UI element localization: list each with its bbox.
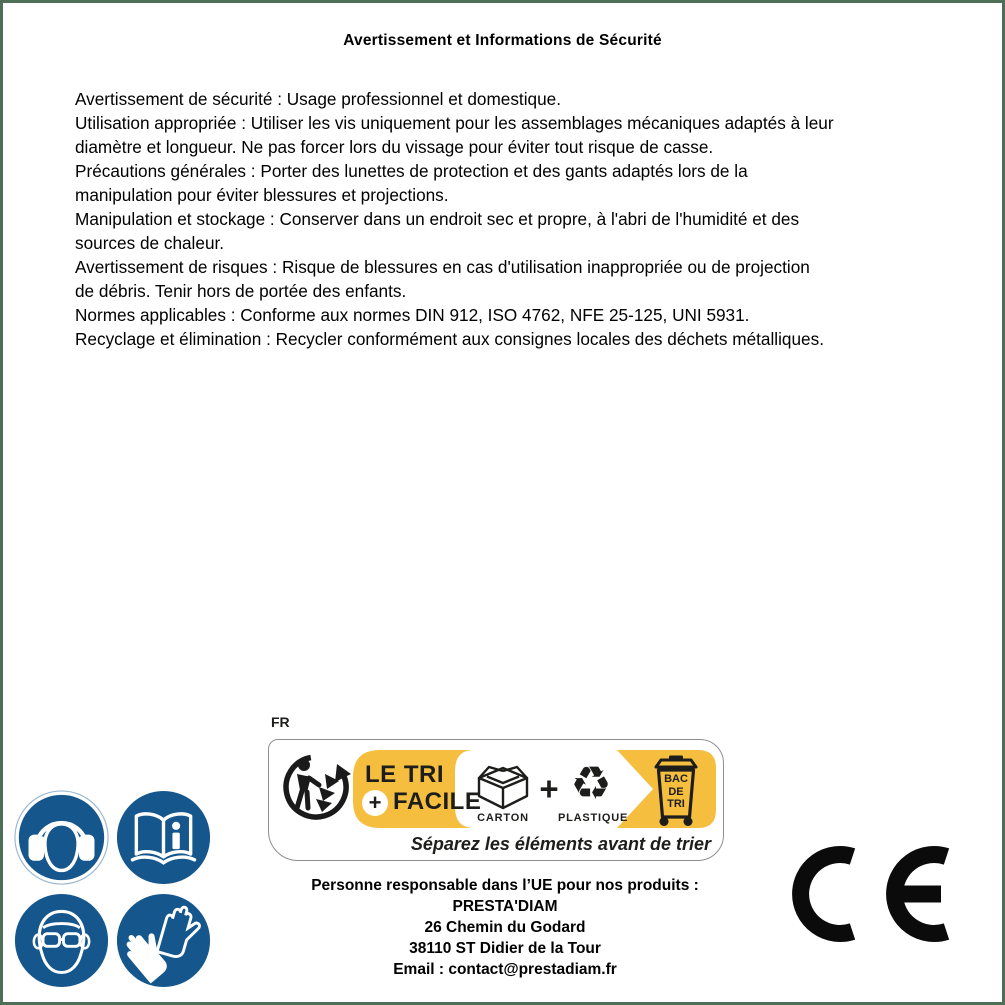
body-line: Manipulation et stockage : Conserver dans un endroit sec et propre, à l'abri de l'humidité et des (75, 209, 800, 229)
body-line: diamètre et longueur. Ne pas forcer lors du vissage pour éviter tout risque de casse. (75, 137, 714, 157)
page-title: Avertissement et Informations de Sécurité (343, 32, 662, 49)
bin-text-line: TRI (667, 798, 685, 810)
body-line: Normes applicables : Conforme aux normes DIN 912, ISO 4762, NFE 25-125, UNI 5931. (75, 305, 750, 325)
facile-text: FACILE (393, 788, 482, 815)
plus-separator: + (539, 770, 559, 807)
safety-text-block (75, 87, 834, 351)
body-line: manipulation pour éviter blessures et projections. (75, 185, 449, 205)
responsible-person-block (285, 875, 725, 980)
body-line: sources de chaleur. (75, 233, 225, 253)
bin-text (653, 773, 699, 811)
body-line: de débris. Tenir hors de portée des enfants. (75, 281, 407, 301)
le-tri-text: LE TRI (365, 761, 444, 788)
body-line: Utilisation appropriée : Utiliser les vis uniquement pour les assemblages mécaniques adaptés à leur (75, 113, 834, 133)
company-name: PRESTA'DIAM (452, 898, 558, 915)
body-line: Précautions générales : Porter des lunettes de protection et des gants adaptés lors de la (75, 161, 748, 181)
ce-mark-icon (791, 843, 959, 955)
address-street: 26 Chemin du Godard (424, 919, 586, 936)
body-line: Avertissement de sécurité : Usage professionnel et domestique. (75, 89, 561, 109)
recycling-symbol-icon: ♻ (570, 757, 612, 809)
sorting-tagline: Séparez les éléments avant de trier (410, 834, 711, 854)
triman-icon (286, 758, 351, 818)
bin-text-line: DE (668, 785, 684, 798)
body-line: Avertissement de risques : Risque de blessures en cas d'utilisation inappropriée ou de projection (75, 257, 810, 277)
read-manual-icon (115, 789, 212, 886)
wear-ear-protection-icon (13, 789, 110, 886)
info-tri-label (268, 739, 724, 861)
wear-gloves-icon (115, 892, 212, 989)
body-line: Recyclage et élimination : Recycler conformément aux consignes locales des déchets métalliques. (75, 329, 824, 349)
country-code-label: FR (271, 714, 290, 730)
plastique-label: PLASTIQUE (558, 812, 629, 824)
plus-circle-icon: + (362, 790, 388, 816)
responsible-intro: Personne responsable dans l’UE pour nos produits : (311, 877, 699, 894)
wear-eye-protection-icon (13, 892, 110, 989)
carton-label: CARTON (477, 812, 529, 824)
address-city: 38110 ST Didier de la Tour (409, 940, 601, 957)
bin-text-line: BAC (664, 773, 688, 785)
contact-email: Email : contact@prestadiam.fr (393, 961, 617, 978)
